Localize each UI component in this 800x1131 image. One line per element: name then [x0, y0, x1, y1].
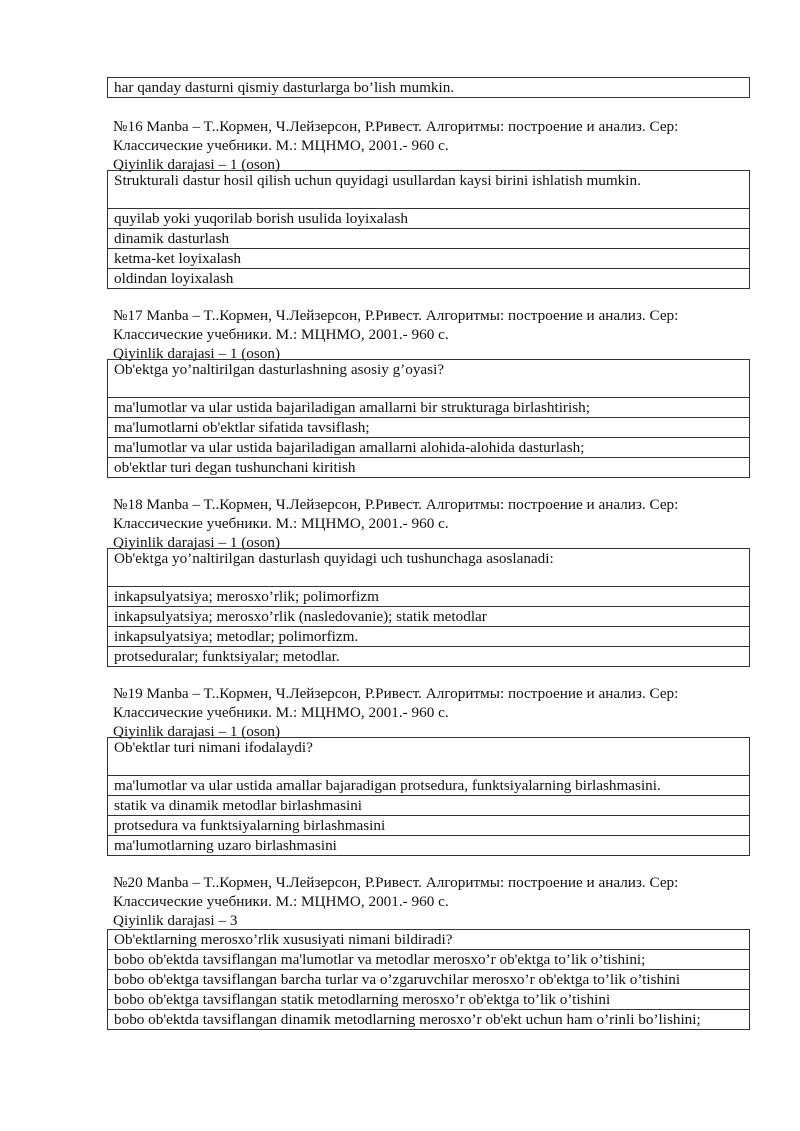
- source-line: Классические учебники. М.: МЦНМО, 2001.- 960 с.: [113, 704, 449, 721]
- difficulty-line: Qiyinlik darajasi – 1 (oson): [113, 723, 281, 740]
- answer-option: protseduralar; funktsiyalar; metodlar.: [108, 647, 750, 667]
- answer-option: ma'lumotlar va ular ustida bajariladigan amallarni bir strukturaga birlashtirish;: [108, 398, 750, 418]
- answer-option: ob'ektlar turi degan tushunchani kiritish: [108, 458, 750, 478]
- answer-option: ma'lumotlarning uzaro birlashmasini: [108, 836, 750, 856]
- answer-option: ma'lumotlarni ob'ektlar sifatida tavsiflash;: [108, 418, 750, 438]
- source-line: №17 Manba – T..Кормен, Ч.Лейзерсон, Р.Ривест. Алгоритмы: построение и анализ. Сер:: [113, 307, 679, 324]
- answer-option: bobo ob'ektga tavsiflangan statik metodlarning merosxo’r ob'ektga to’lik o’tishini: [108, 990, 750, 1010]
- question-19-table: [107, 737, 750, 856]
- answer-option: bobo ob'ektga tavsiflangan barcha turlar va o’zgaruvchilar merosxo’r ob'ektga to’lik o’tishini: [108, 970, 750, 990]
- question-text: Ob'ektga yo’naltirilgan dasturlashning asosiy g’oyasi?: [108, 360, 750, 398]
- answer-option: ma'lumotlar va ular ustida amallar bajaradigan protsedura, funktsiyalarning birlashmasini.: [108, 776, 750, 796]
- answer-option: inkapsulyatsiya; metodlar; polimorfizm.: [108, 627, 750, 647]
- answer-option: inkapsulyatsiya; merosxo’rlik; polimorfizm: [108, 587, 750, 607]
- question-17-table: [107, 359, 750, 478]
- source-line: №19 Manba – T..Кормен, Ч.Лейзерсон, Р.Ривест. Алгоритмы: построение и анализ. Сер:: [113, 685, 679, 702]
- difficulty-line: Qiyinlik darajasi – 1 (oson): [113, 345, 281, 362]
- question-text: Ob'ektga yo’naltirilgan dasturlash quyidagi uch tushunchaga asoslanadi:: [108, 549, 750, 587]
- answer-option: oldindan loyixalash: [108, 269, 750, 289]
- question-17-meta: [113, 306, 753, 363]
- answer-option: ma'lumotlar va ular ustida bajariladigan amallarni alohida-alohida dasturlash;: [108, 438, 750, 458]
- question-16-table: [107, 170, 750, 289]
- answer-option: ketma-ket loyixalash: [108, 249, 750, 269]
- question-20-table: [107, 929, 750, 1030]
- question-18-meta: [113, 495, 753, 552]
- answer-option: bobo ob'ektda tavsiflangan ma'lumotlar va metodlar merosxo’r ob'ektga to’lik o’tishini;: [108, 950, 750, 970]
- source-line: Классические учебники. М.: МЦНМО, 2001.- 960 с.: [113, 515, 449, 532]
- difficulty-line: Qiyinlik darajasi – 1 (oson): [113, 156, 281, 173]
- answer-option: bobo ob'ektda tavsiflangan dinamik metodlarning merosxo’r ob'ekt uchun ham o’rinli bo’lishini;: [108, 1010, 750, 1030]
- answer-option: statik va dinamik metodlar birlashmasini: [108, 796, 750, 816]
- answer-option: dinamik dasturlash: [108, 229, 750, 249]
- question-16-meta: [113, 117, 753, 174]
- answer-cell: har qanday dasturni qismiy dasturlarga bo’lish mumkin.: [108, 78, 750, 98]
- source-line: №16 Manba – T..Кормен, Ч.Лейзерсон, Р.Ривест. Алгоритмы: построение и анализ. Сер:: [113, 118, 679, 135]
- source-line: Классические учебники. М.: МЦНМО, 2001.- 960 с.: [113, 137, 449, 154]
- question-19-meta: [113, 684, 753, 741]
- question-20-meta: [113, 873, 753, 930]
- source-line: Классические учебники. М.: МЦНМО, 2001.- 960 с.: [113, 893, 449, 910]
- question-18-table: [107, 548, 750, 667]
- question-text: Strukturali dastur hosil qilish uchun quyidagi usullardan kaysi birini ishlatish mumkin.: [108, 171, 750, 209]
- source-line: Классические учебники. М.: МЦНМО, 2001.- 960 с.: [113, 326, 449, 343]
- source-line: №18 Manba – T..Кормен, Ч.Лейзерсон, Р.Ривест. Алгоритмы: построение и анализ. Сер:: [113, 496, 679, 513]
- source-line: №20 Manba – T..Кормен, Ч.Лейзерсон, Р.Ривест. Алгоритмы: построение и анализ. Сер:: [113, 874, 679, 891]
- answer-option: inkapsulyatsiya; merosxo’rlik (nasledovanie); statik metodlar: [108, 607, 750, 627]
- question-text: Ob'ektlarning merosxo’rlik xususiyati nimani bildiradi?: [108, 930, 750, 950]
- difficulty-line: Qiyinlik darajasi – 1 (oson): [113, 534, 281, 551]
- top-answer-table: [107, 77, 750, 98]
- answer-option: protsedura va funktsiyalarning birlashmasini: [108, 816, 750, 836]
- question-text: Ob'ektlar turi nimani ifodalaydi?: [108, 738, 750, 776]
- answer-option: quyilab yoki yuqorilab borish usulida loyixalash: [108, 209, 750, 229]
- difficulty-line: Qiyinlik darajasi – 3: [113, 912, 238, 929]
